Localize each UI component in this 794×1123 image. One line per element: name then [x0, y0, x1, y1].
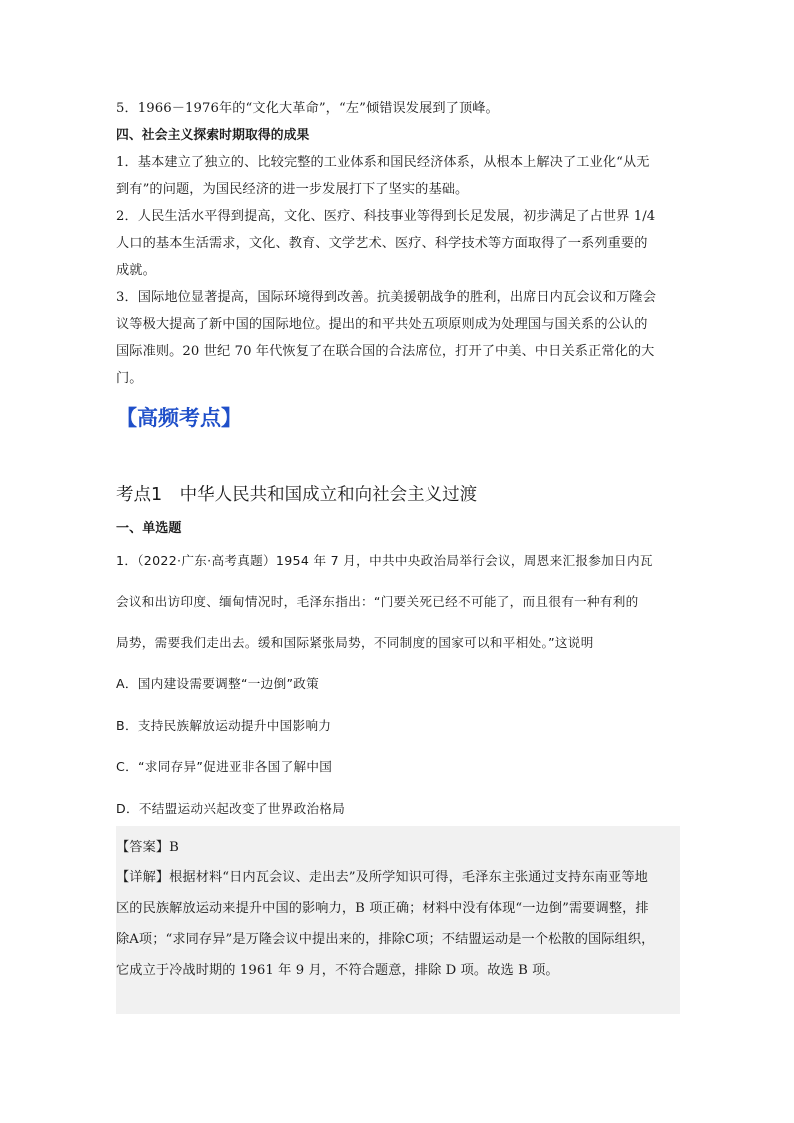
answer-box	[116, 826, 680, 1014]
option-b: B．支持民族解放运动提升中国影响力	[116, 718, 332, 733]
achievement-3-line-1: 3．国际地位显著提高，国际环境得到改善。抗美援朝战争的胜利，出席日内瓦会议和万隆会	[116, 290, 656, 305]
answer-label: 【答案】B	[116, 840, 179, 855]
achievement-2-line-2: 人口的基本生活需求，文化、教育、文学艺术、医疗、科学技术等方面取得了一系列重要的	[116, 236, 648, 251]
question-stem-line-3: 局势，需要我们走出去。缓和国际紧张局势，不同制度的国家可以和平相处。”这说明	[116, 635, 594, 650]
achievement-3-line-4: 门。	[116, 371, 143, 386]
achievement-2-line-3: 成就。	[116, 263, 156, 278]
option-c: C．“求同存异”促进亚非各国了解中国	[116, 759, 333, 774]
answer-detail-line-4: 它成立于冷战时期的 1961 年 9 月，不符合题意，排除 D 项。故选 B 项。	[116, 963, 559, 978]
option-a: A．国内建设需要调整“一边倒”政策	[116, 676, 320, 691]
achievement-2-line-1: 2．人民生活水平得到提高，文化、医疗、科技事业等得到长足发展，初步满足了占世界 1/4	[116, 209, 656, 224]
question-stem-line-1: 1．（2022·广东·高考真题）1954 年 7 月，中共中央政治局举行会议，周恩来汇报参加日内瓦	[116, 553, 653, 568]
single-choice-heading: 一、单选题	[116, 521, 182, 536]
kaodian-title: 考点1 中华人民共和国成立和向社会主义过渡	[116, 485, 478, 505]
answer-detail-line-3: 除A项；“求同存异”是万隆会议中提出来的，排除C项；不结盟运动是一个松散的国际组织，	[116, 932, 655, 947]
summary-item-5: 5．1966－1976年的“文化大革命”，“左”倾错误发展到了顶峰。	[116, 101, 499, 116]
high-frequency-title: 【高频考点】	[116, 406, 242, 430]
section-4-title: 四、社会主义探索时期取得的成果	[116, 128, 310, 143]
question-stem-line-2: 会议和出访印度、缅甸情况时，毛泽东指出：“门要关死已经不可能了，而且很有一种有利的	[116, 594, 639, 609]
achievement-3-line-3: 国际准则。20 世纪 70 年代恢复了在联合国的合法席位，打开了中美、中日关系正常化的大	[116, 344, 655, 359]
answer-detail-line-2: 区的民族解放运动来提升中国的影响力，B 项正确；材料中没有体现“一边倒”需要调整，排	[116, 901, 649, 916]
achievement-1-line-1: 1．基本建立了独立的、比较完整的工业体系和国民经济体系，从根本上解决了工业化“从无	[116, 155, 650, 170]
achievement-1-line-2: 到有”的问题，为国民经济的进一步发展打下了坚实的基础。	[116, 182, 469, 197]
achievement-3-line-2: 议等极大提高了新中国的国际地位。提出的和平共处五项原则成为处理国与国关系的公认的	[116, 317, 648, 332]
answer-detail-line-1: 【详解】根据材料“日内瓦会议、走出去”及所学知识可得，毛泽东主张通过支持东南亚等地	[116, 870, 648, 885]
option-d: D．不结盟运动兴起改变了世界政治格局	[116, 801, 346, 816]
